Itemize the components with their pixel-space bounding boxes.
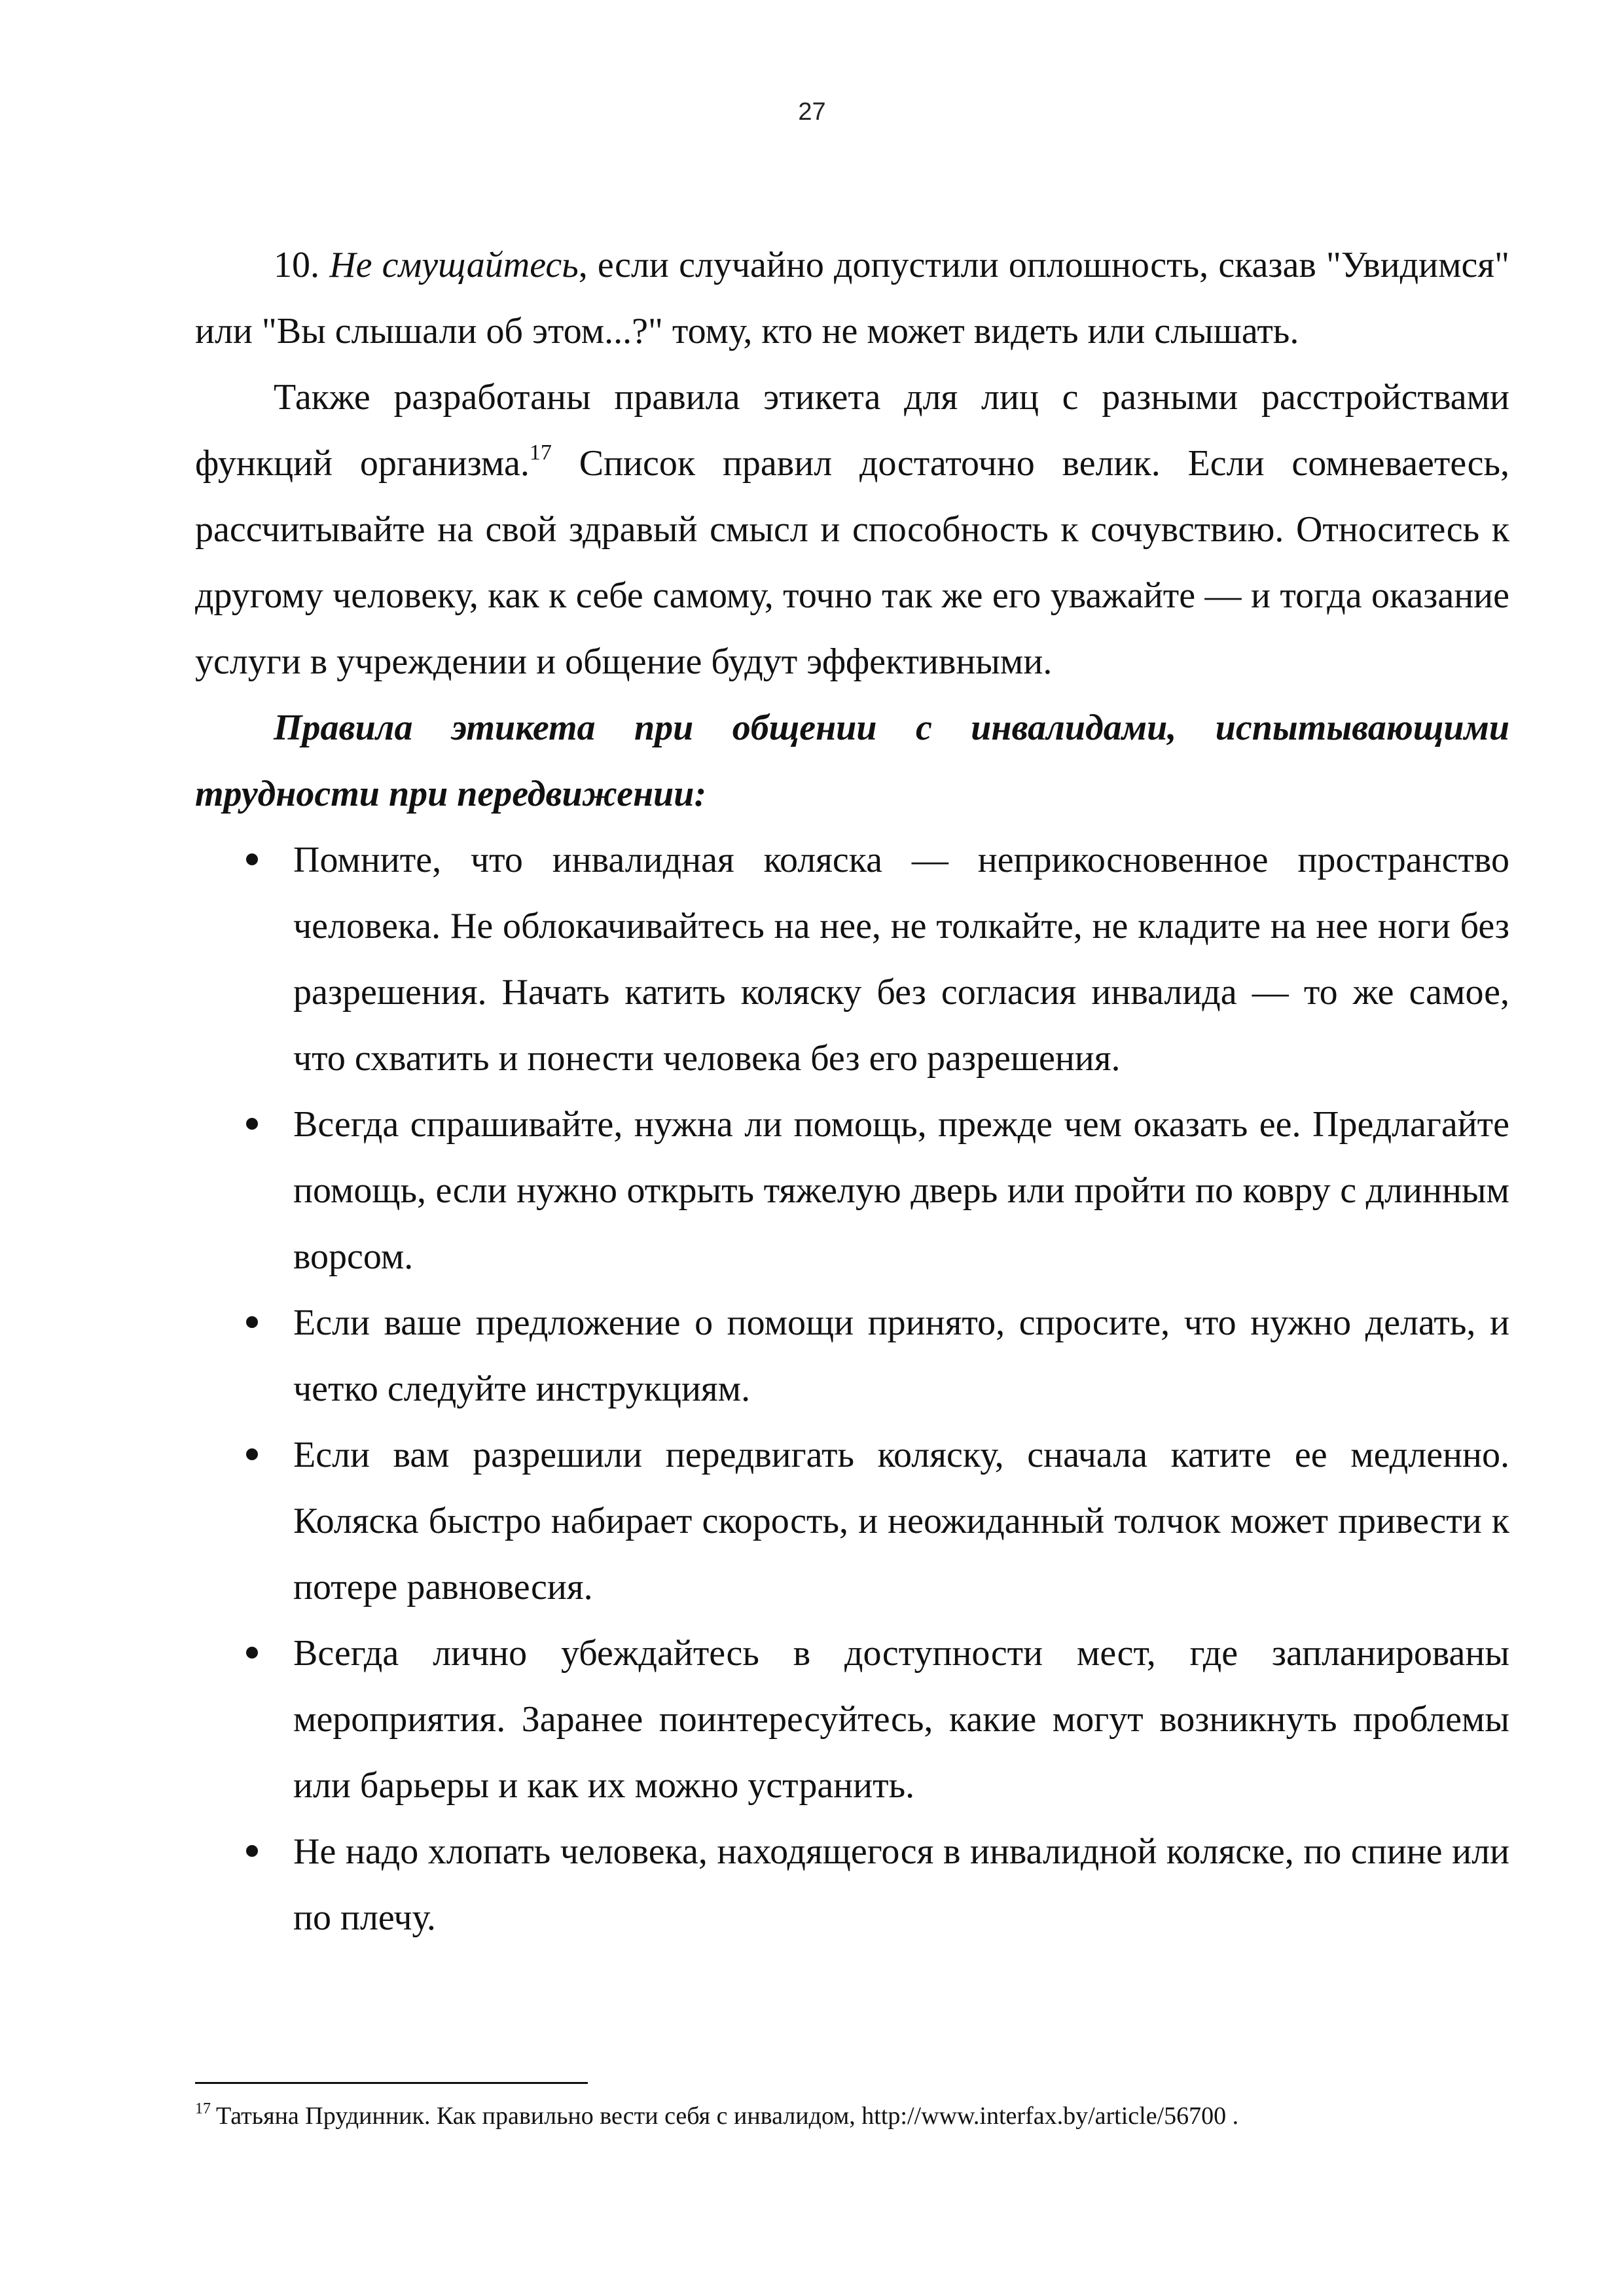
bullet-icon [246, 1448, 258, 1460]
list-item-text: Если ваше предложение о помощи принято, спросите, что нужно делать, и четко следуйте инструкциям. [293, 1302, 1509, 1409]
list-item [195, 1621, 1509, 1819]
footnote [195, 2098, 1509, 2134]
footnote-divider [195, 2082, 588, 2084]
rule-emphasis: Не смущайтесь [329, 245, 579, 285]
bullet-icon [246, 1118, 258, 1130]
footnote-reference[interactable]: 17 [529, 440, 552, 465]
list-item-text: Не надо хлопать человека, находящегося в инвалидной коляске, по спине или по плечу. [293, 1831, 1509, 1938]
list-item [195, 1819, 1509, 1951]
paragraph-rule-10 [195, 232, 1509, 365]
list-item-text: Всегда спрашивайте, нужна ли помощь, прежде чем оказать ее. Предлагайте помощь, если нужно открыть тяжелую дверь или пройти по ковру с длинным ворсом. [293, 1104, 1509, 1277]
paragraph-etiquette-intro [195, 365, 1509, 695]
footnote-number: 17 [195, 2100, 211, 2117]
rule-number: 10. [274, 245, 319, 285]
list-item [195, 1092, 1509, 1290]
section-heading: Правила этикета при общении с инвалидами, испытывающими трудности при передвижении: [195, 708, 1509, 814]
list-item [195, 1422, 1509, 1621]
page-number: 27 [798, 98, 826, 126]
bullet-icon [246, 1316, 258, 1328]
intro-text-rest: Список правил достаточно велик. Если сомневаетесь, рассчитывайте на свой здравый смысл и способность к сочувствию. Относитесь к другому человеку, как к себе самому, точно так же его уважайте — и тогда оказание услуги в учреждении и общение будут эффективными. [195, 443, 1509, 682]
list-item-text: Всегда лично убеждайтесь в доступности мест, где запланированы мероприятия. Заранее поинтересуйтесь, какие могут возникнуть проблемы или барьеры и как их можно устранить. [293, 1633, 1509, 1806]
intro-text-start: Также разработаны правила этикета для лиц с разными расстройствами функций организма. [195, 377, 1509, 484]
list-item-text: Помните, что инвалидная коляска — неприкосновенное пространство человека. Не облокачивайтесь на нее, не толкайте, не кладите на нее ноги без разрешения. Начать катить коляску без согласия инвалида — то же самое, что схватить и понести человека без его разрешения. [293, 840, 1509, 1079]
rule-text: , если случайно допустили оплошность, сказав "Увидимся" или "Вы слышали об этом...?" тому, кто не может видеть или слышать. [195, 245, 1509, 351]
bullet-icon [246, 1845, 258, 1857]
bullet-icon [246, 1647, 258, 1659]
list-item [195, 827, 1509, 1092]
page-body [195, 232, 1509, 1951]
list-item [195, 1290, 1509, 1422]
list-item-text: Если вам разрешили передвигать коляску, сначала катите ее медленно. Коляска быстро набирает скорость, и неожиданный толчок может привести к потере равновесия. [293, 1435, 1509, 1607]
rules-list [195, 827, 1509, 1951]
footnote-text[interactable]: Татьяна Прудинник. Как правильно вести себя с инвалидом, http://www.interfax.by/article/56700 . [216, 2102, 1239, 2130]
bullet-icon [246, 853, 258, 865]
